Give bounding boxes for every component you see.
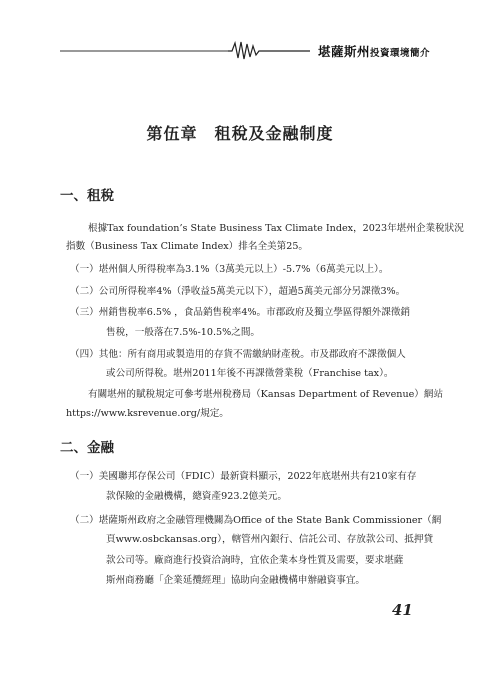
tax-list-item: （三）州銷售稅率6.5% ，食品銷售稅率4%。市郡政府及獨立學區得額外課徵銷 xyxy=(70,307,411,318)
tax-list-item-continuation: 或公司所得稅。堪州2011年後不再課徵營業稅（Franchise tax）。 xyxy=(106,368,394,379)
finance-list-item-continuation: 款公司等。廠商進行投資洽詢時，宜依企業本身性質及需要，要求堪薩 xyxy=(106,555,404,566)
tax-list-item: （二）公司所得稅率4%（淨收益5萬美元以下），超過5萬美元部分另課徵3%。 xyxy=(70,286,406,297)
tax-paragraph-line: 有關堪州的賦稅規定可參考堪州稅務局（Kansas Department of Revenue）網站 xyxy=(88,389,444,400)
header-title-main: 堪薩斯州 xyxy=(317,44,370,59)
tax-paragraph-line: 根據Tax foundation’s State Business Tax Climate Index，2023年堪州企業稅狀況 xyxy=(88,223,464,234)
header-title xyxy=(318,42,430,60)
finance-list-item: （一）美國聯邦存保公司（FDIC）最新資料顯示，2022年底堪州共有210家有存 xyxy=(70,471,417,482)
tax-paragraph-line: 指數（Business Tax Climate Index）排名全美第25。 xyxy=(66,241,309,252)
tax-list-item: （一）堪州個人所得稅率為3.1%（3萬美元以上）-5.7%（6萬美元以上）。 xyxy=(70,264,389,275)
finance-list-item-continuation: 頁www.osbckansas.org），轄管州內銀行、信託公司、存放款公司、抵押貸 xyxy=(106,534,434,545)
running-header xyxy=(60,38,430,64)
tax-list-item: （四）其他：所有商用或製造用的存貨不需繳納財產稅。市及郡政府不課徵個人 xyxy=(70,349,406,360)
page-number: 41 xyxy=(392,601,413,619)
tax-paragraph-line: https://www.ksrevenue.org/規定。 xyxy=(66,408,229,419)
finance-list-item: （二）堪薩斯州政府之金融管理機關為Office of the State Bank Commissioner（網 xyxy=(70,515,442,526)
header-title-sub: 投資環境簡介 xyxy=(369,48,430,59)
finance-list-item-continuation: 斯州商務廳「企業延攬經理」協助向金融機構申辦融資事宜。 xyxy=(106,575,366,586)
tax-list-item-continuation: 售稅，一般落在7.5%-10.5%之間。 xyxy=(106,327,261,338)
finance-list-item-continuation: 款保險的金融機構，總資產923.2億美元。 xyxy=(106,491,287,502)
section-heading-tax: 一、租稅 xyxy=(60,188,114,204)
chapter-title: 第伍章 租稅及金融制度 xyxy=(146,124,334,143)
section-heading-finance: 二、金融 xyxy=(60,440,114,456)
header-rule-icon xyxy=(60,38,310,64)
